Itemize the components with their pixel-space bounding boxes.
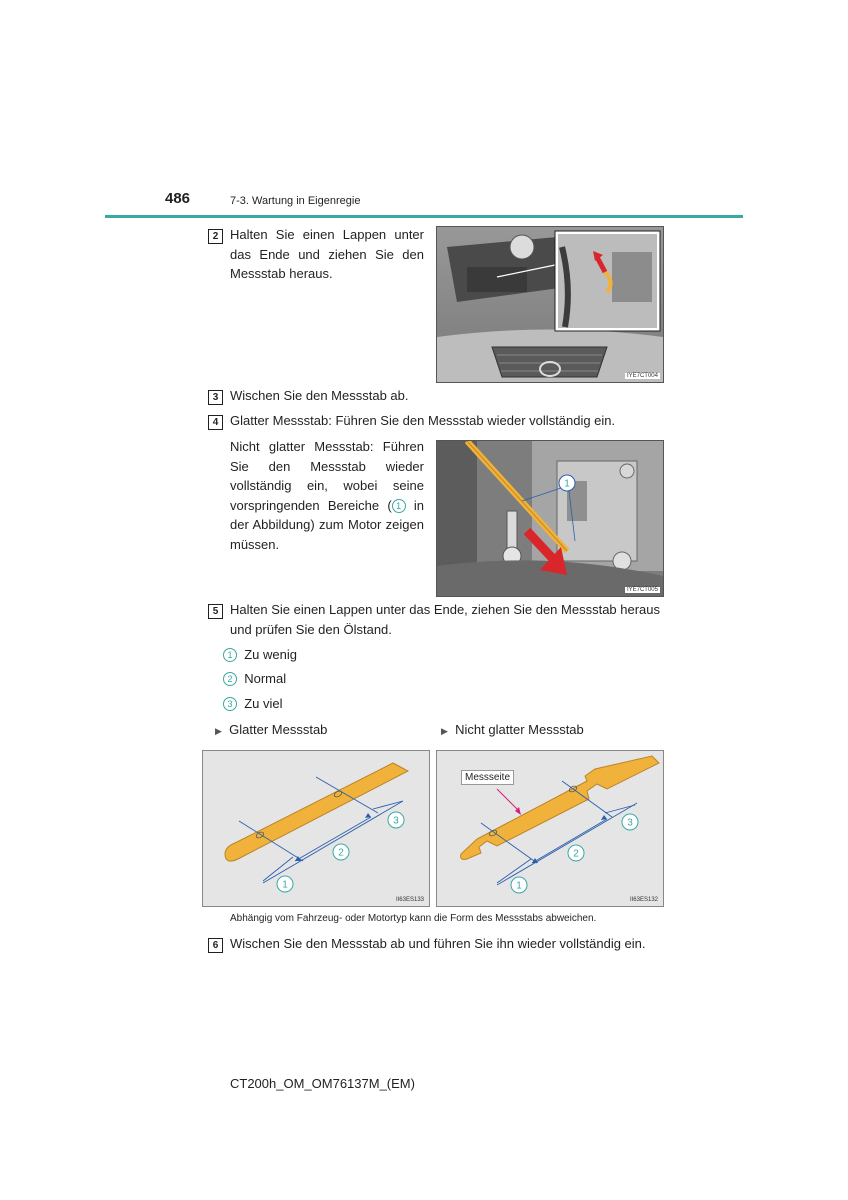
step-number-6: 6 bbox=[208, 938, 223, 953]
step-4-subtext-start: Nicht glatter Messstab: Führen Sie den Messstab wieder vollständig ein, wobei seine vorspringenden Bereiche ( bbox=[230, 439, 424, 513]
measuring-side-label: Messseite bbox=[461, 770, 514, 785]
oil-level-item-normal bbox=[223, 669, 286, 689]
step-4-subtext bbox=[230, 437, 424, 554]
step-number-5: 5 bbox=[208, 604, 223, 619]
step-4-subtext-end: in der Abbildung) zum Motor zeigen müssen. bbox=[230, 497, 424, 552]
header-rule bbox=[105, 215, 743, 218]
step-number-4: 4 bbox=[208, 415, 223, 430]
marker-2: 2 bbox=[338, 847, 344, 859]
subheading-smooth-dipstick bbox=[215, 720, 327, 742]
step-number-3: 3 bbox=[208, 390, 223, 405]
oil-level-label: Normal bbox=[244, 671, 287, 686]
marker-2: 2 bbox=[223, 672, 237, 686]
diagram-left-code: II63ES133 bbox=[395, 897, 424, 903]
marker-1: 1 bbox=[282, 879, 288, 891]
oil-level-item-low bbox=[223, 645, 297, 665]
figure-caption: Abhängig vom Fahrzeug- oder Motortyp kann die Form des Messstabs abweichen. bbox=[230, 913, 597, 924]
oil-level-label: Zu viel bbox=[244, 696, 283, 711]
dipstick-insertion-illustration bbox=[437, 441, 663, 596]
triangle-bullet-icon: ▶ bbox=[441, 726, 448, 736]
non-smooth-dipstick-diagram bbox=[436, 750, 664, 907]
subheading-label: Nicht glatter Messstab bbox=[455, 722, 584, 737]
dipstick-insertion-photo bbox=[436, 440, 664, 597]
photo-1-code: IYE7CT004 bbox=[626, 373, 658, 379]
marker-1: 1 bbox=[392, 499, 406, 513]
triangle-bullet-icon: ▶ bbox=[215, 726, 222, 736]
marker-1: 1 bbox=[223, 648, 237, 662]
engine-bay-illustration bbox=[437, 227, 663, 382]
subheading-non-smooth-dipstick bbox=[441, 720, 584, 742]
marker-3: 3 bbox=[223, 697, 237, 711]
marker-3: 3 bbox=[627, 817, 633, 829]
diagram-right-code: II63ES132 bbox=[629, 897, 658, 903]
step-3-text: Wischen Sie den Messstab ab. bbox=[230, 388, 409, 403]
engine-bay-photo bbox=[436, 226, 664, 383]
document-id: CT200h_OM_OM76137M_(EM) bbox=[230, 1076, 415, 1091]
marker-3: 3 bbox=[393, 815, 399, 827]
smooth-dipstick-diagram bbox=[202, 750, 430, 907]
photo-2-marker: 1 bbox=[564, 478, 570, 490]
page-number: 486 bbox=[165, 190, 191, 207]
smooth-dipstick-illustration bbox=[203, 751, 429, 906]
oil-level-item-high bbox=[223, 694, 283, 714]
marker-2: 2 bbox=[573, 848, 579, 860]
oil-level-label: Zu wenig bbox=[244, 647, 297, 662]
step-4-text: Glatter Messstab: Führen Sie den Messstab wieder vollständig ein. bbox=[230, 413, 616, 428]
photo-2-code: IYE7CT005 bbox=[626, 587, 658, 593]
step-6-text: Wischen Sie den Messstab ab und führen Sie ihn wieder vollständig ein. bbox=[230, 936, 646, 951]
marker-1: 1 bbox=[516, 880, 522, 892]
step-2-text: Halten Sie einen Lappen unter das Ende und ziehen Sie den Messstab heraus. bbox=[230, 227, 424, 281]
step-number-2: 2 bbox=[208, 229, 223, 244]
subheading-label: Glatter Messstab bbox=[229, 722, 328, 737]
step-5-text: Halten Sie einen Lappen unter das Ende, ziehen Sie den Messstab heraus und prüfen Sie den Ölstand. bbox=[230, 602, 661, 637]
section-title: 7-3. Wartung in Eigenregie bbox=[230, 195, 361, 207]
